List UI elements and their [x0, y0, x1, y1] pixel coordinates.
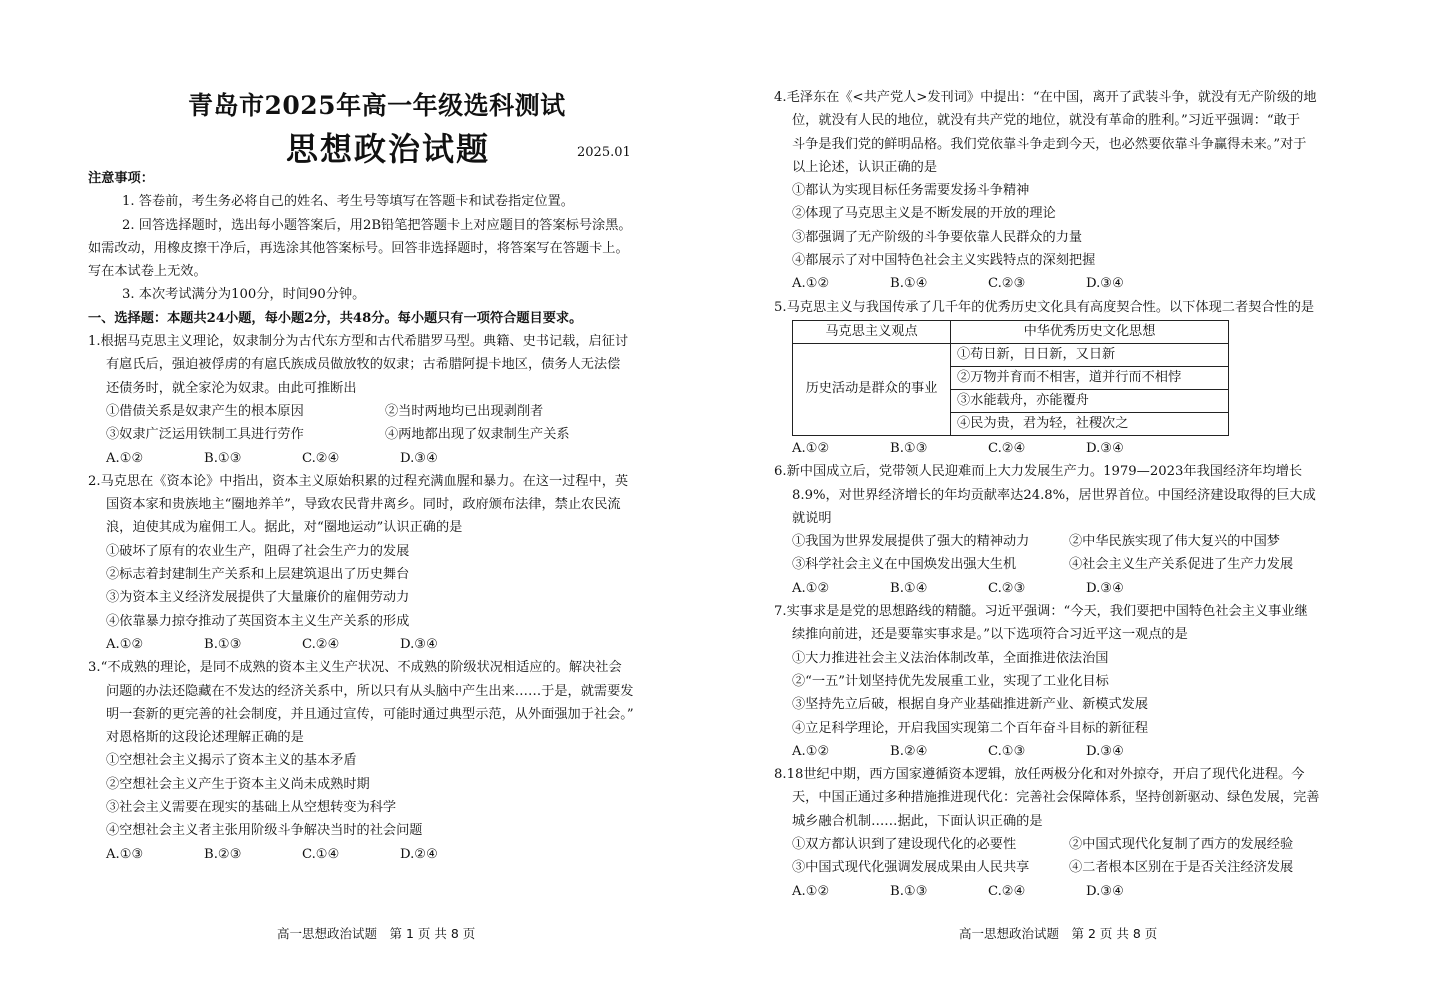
- answer-option: B.①③: [890, 883, 928, 899]
- statement-item: ③奴隶广泛运用铁制工具进行劳作: [106, 427, 304, 443]
- notice-line: 1. 答卷前，考生务必将自己的姓名、考生号等填写在答题卡和试卷指定位置。: [122, 194, 574, 210]
- answer-option: C.②④: [988, 440, 1026, 456]
- question-stem: 明一套新的更完善的社会制度，并且通过宣传，可能时通过典型示范，从外面强加于社会。”: [106, 706, 634, 722]
- page-footer: 高一思想政治试题 第 1 页 共 8 页: [277, 926, 476, 941]
- question-stem: 以上论述，认识正确的是: [792, 159, 938, 175]
- statement-item: ④空想社会主义者主张用阶级斗争解决当时的社会问题: [106, 823, 423, 839]
- answer-option: A.①②: [792, 883, 830, 899]
- answer-option: A.①②: [792, 276, 830, 292]
- table-header: 中华优秀历史文化思想: [951, 320, 1229, 343]
- table-cell: ③水能载舟，亦能覆舟: [951, 389, 1229, 412]
- question-stem: 城乡融合机制……据此，下面认识正确的是: [792, 813, 1043, 829]
- statement-item: ③坚持先立后破，根据自身产业基础推进新产业、新模式发展: [792, 697, 1149, 713]
- statement-item: ②标志着封建制生产关系和上层建筑退出了历史舞台: [106, 567, 410, 583]
- notice-line: 写在本试卷上无效。: [88, 264, 207, 280]
- answer-option: C.②④: [988, 883, 1026, 899]
- statement-item: ③科学社会主义在中国焕发出强大生机: [792, 557, 1017, 573]
- question-7: [774, 600, 1346, 763]
- answer-option: B.①④: [890, 580, 928, 596]
- exam-page-1: [0, 0, 718, 1002]
- question-1: [88, 330, 664, 470]
- answer-option: D.③④: [1086, 440, 1124, 456]
- question-stem: 位，就没有人民的地位，就没有共产党的地位，就没有革命的胜利。”习近平强调：“敢于: [792, 113, 1301, 129]
- answer-option: D.③④: [400, 450, 438, 466]
- answer-option: D.③④: [1086, 276, 1124, 292]
- answer-option: C.②③: [988, 580, 1026, 596]
- question-stem: 4.毛泽东在《<共产党人>发刊词》中提出：“在中国，离开了武装斗争，就没有无产阶级的地: [774, 90, 1317, 105]
- statement-item: ①借债关系是奴隶产生的根本原因: [106, 403, 304, 419]
- question-stem: 斗争是我们党的鲜明品格。我们党依靠斗争走到今天，也必然要依靠斗争赢得未来。”对于: [792, 136, 1307, 152]
- exam-subtitle: 思想政治试题: [286, 130, 491, 168]
- question-stem: 浪，迫使其成为雇佣工人。据此，对“圈地运动”认识正确的是: [106, 520, 463, 536]
- answer-option: A.①②: [106, 450, 144, 466]
- question-stem: 5.马克思主义与我国传承了几千年的优秀历史文化具有高度契合性。以下体现二者契合性的是: [774, 299, 1315, 315]
- question-2: [88, 470, 664, 656]
- question-stem: 8.9%，对世界经济增长的年均贡献率达24.8%，居世界首位。中国经济建设取得的巨大成: [792, 487, 1316, 503]
- exam-title: 青岛市2025年高一年级选科测试: [188, 91, 566, 120]
- answer-option: B.①③: [890, 440, 928, 456]
- notice-line: 2. 回答选择题时，选出每小题答案后，用2B铅笔把答题卡上对应题目的答案标号涂黑。: [122, 217, 632, 233]
- answer-option: D.②④: [400, 846, 438, 862]
- statement-item: ①我国为世界发展提供了强大的精神动力: [792, 534, 1030, 550]
- answer-option: D.③④: [1086, 580, 1124, 596]
- notice-line: 如需改动，用橡皮擦干净后，再选涂其他答案标号。回答非选择题时，将答案写在答题卡上。: [88, 240, 629, 256]
- answer-option: C.②③: [988, 276, 1026, 292]
- statement-item: ①都认为实现目标任务需要发扬斗争精神: [792, 183, 1030, 199]
- statement-item: ①大力推进社会主义法治体制改革，全面推进依法治国: [792, 650, 1109, 666]
- answer-option: C.①③: [988, 743, 1026, 759]
- answer-option: A.①②: [106, 636, 144, 652]
- statement-item: ③社会主义需要在现实的基础上从空想转变为科学: [106, 800, 397, 816]
- question-stem: 2.马克思在《资本论》中指出，资本主义原始积累的过程充满血腥和暴力。在这一过程中，英: [88, 473, 629, 489]
- question-stem: 对恩格斯的这段论述理解正确的是: [106, 730, 304, 746]
- notice-heading: 注意事项：: [88, 171, 154, 186]
- statement-item: ②当时两地均已出现剥削者: [385, 403, 544, 419]
- answer-option: D.③④: [1086, 883, 1124, 899]
- statement-item: ④两地都出现了奴隶制生产关系: [385, 427, 570, 443]
- answer-option: B.②④: [890, 743, 928, 759]
- statement-item: ④都展示了对中国特色社会主义实践特点的深刻把握: [792, 253, 1096, 269]
- question-8: [774, 763, 1346, 903]
- question-stem: 7.实事求是是党的思想路线的精髓。习近平强调：“今天，我们要把中国特色社会主义事业继: [774, 604, 1308, 620]
- question-stem: 3.“不成熟的理论，是同不成熟的资本主义生产状况、不成熟的阶级状况相适应的。解决社会: [88, 660, 622, 676]
- answer-option: B.①③: [204, 636, 242, 652]
- question-stem: 6.新中国成立后，党带领人民迎难而上大力发展生产力。1979—2023年我国经济年均增长: [774, 464, 1303, 480]
- answer-option: A.①②: [792, 440, 830, 456]
- question-5: [774, 296, 1346, 461]
- statement-item: ①空想社会主义揭示了资本主义的基本矛盾: [106, 753, 357, 769]
- answer-option: A.①③: [106, 846, 144, 862]
- table-cell: ④民为贵，君为轻，社稷次之: [951, 412, 1229, 435]
- statement-item: ②“一五”计划坚持优先发展重工业，实现了工业化目标: [792, 673, 1109, 689]
- table-cell-viewpoint: 历史活动是群众的事业: [793, 343, 951, 435]
- answer-option: B.②③: [204, 846, 242, 862]
- page-2-content: [774, 86, 1346, 903]
- exam-date: 2025.01: [577, 145, 631, 160]
- question-stem: 问题的办法还隐藏在不发达的经济关系中，所以只有从头脑中产生出来……于是，就需要发: [106, 683, 634, 699]
- question-4: [774, 86, 1346, 296]
- question-stem: 有扈氏后，强迫被俘虏的有扈氏族成员做放牧的奴隶；古希腊阿提卡地区，债务人无法偿: [106, 357, 621, 373]
- table-header: 马克思主义观点: [793, 320, 951, 343]
- exam-page-2: [719, 0, 1437, 1002]
- question-6: [774, 460, 1346, 600]
- answer-option: C.②④: [302, 450, 340, 466]
- statement-item: ④社会主义生产关系促进了生产力发展: [1069, 557, 1294, 573]
- statement-item: ①破坏了原有的农业生产，阻碍了社会生产力的发展: [106, 543, 410, 559]
- answer-option: C.②④: [302, 636, 340, 652]
- question-stem: 就说明: [792, 510, 832, 526]
- statement-item: ③为资本主义经济发展提供了大量廉价的雇佣劳动力: [106, 590, 410, 606]
- answer-option: B.①③: [204, 450, 242, 466]
- question-stem: 国资本家和贵族地主“圈地养羊”，导致农民背井离乡。同时，政府颁布法律，禁止农民流: [106, 497, 621, 513]
- statement-item: ④二者根本区别在于是否关注经济发展: [1069, 860, 1294, 876]
- answer-option: C.①④: [302, 846, 340, 862]
- statement-item: ③中国式现代化强调发展成果由人民共享: [792, 860, 1030, 876]
- question-stem: 续推向前进，还是要靠实事求是。”以下选项符合习近平这一观点的是: [792, 627, 1188, 643]
- answer-option: A.①②: [792, 580, 830, 596]
- notice-line: 3. 本次考试满分为100分，时间90分钟。: [122, 287, 366, 303]
- answer-option: B.①④: [890, 276, 928, 292]
- statement-item: ②中国式现代化复制了西方的发展经验: [1069, 837, 1294, 853]
- question-stem: 还债务时，就全家沦为奴隶。由此可推断出: [106, 380, 357, 396]
- answer-option: D.③④: [1086, 743, 1124, 759]
- question-stem: 1.根据马克思主义理论，奴隶制分为古代东方型和古代希腊罗马型。典籍、史书记载，启征讨: [88, 334, 629, 350]
- question-stem: 天，中国正通过多种措施推进现代化：完善社会保障体系，坚持创新驱动、绿色发展，完善: [792, 790, 1320, 806]
- table-cell: ②万物并育而不相害，道并行而不相悖: [951, 366, 1229, 389]
- question-stem: 8.18世纪中期，西方国家遵循资本逻辑，放任两极分化和对外掠夺，开启了现代化进程。今: [774, 767, 1305, 783]
- section-heading: 一、选择题：本题共24小题，每小题2分，共48分。每小题只有一项符合题目要求。: [88, 310, 583, 326]
- statement-item: ④立足科学理论，开启我国实现第二个百年奋斗目标的新征程: [792, 720, 1149, 736]
- statement-item: ②体现了马克思主义是不断发展的开放的理论: [792, 206, 1056, 222]
- statement-item: ③都强调了无产阶级的斗争要依靠人民群众的力量: [792, 229, 1083, 245]
- page-footer: 高一思想政治试题 第 2 页 共 8 页: [959, 926, 1158, 941]
- answer-option: A.①②: [792, 743, 830, 759]
- statement-item: ①双方都认识到了建设现代化的必要性: [792, 837, 1017, 853]
- page-1-content: [88, 167, 664, 866]
- comparison-table: [792, 320, 1229, 436]
- statement-item: ④依靠暴力掠夺推动了英国资本主义生产关系的形成: [106, 613, 410, 629]
- statement-item: ②中华民族实现了伟大复兴的中国梦: [1069, 534, 1280, 550]
- statement-item: ②空想社会主义产生于资本主义尚未成熟时期: [106, 776, 370, 792]
- question-3: [88, 656, 664, 866]
- answer-option: D.③④: [400, 636, 438, 652]
- table-cell: ①苟日新，日日新，又日新: [951, 343, 1229, 366]
